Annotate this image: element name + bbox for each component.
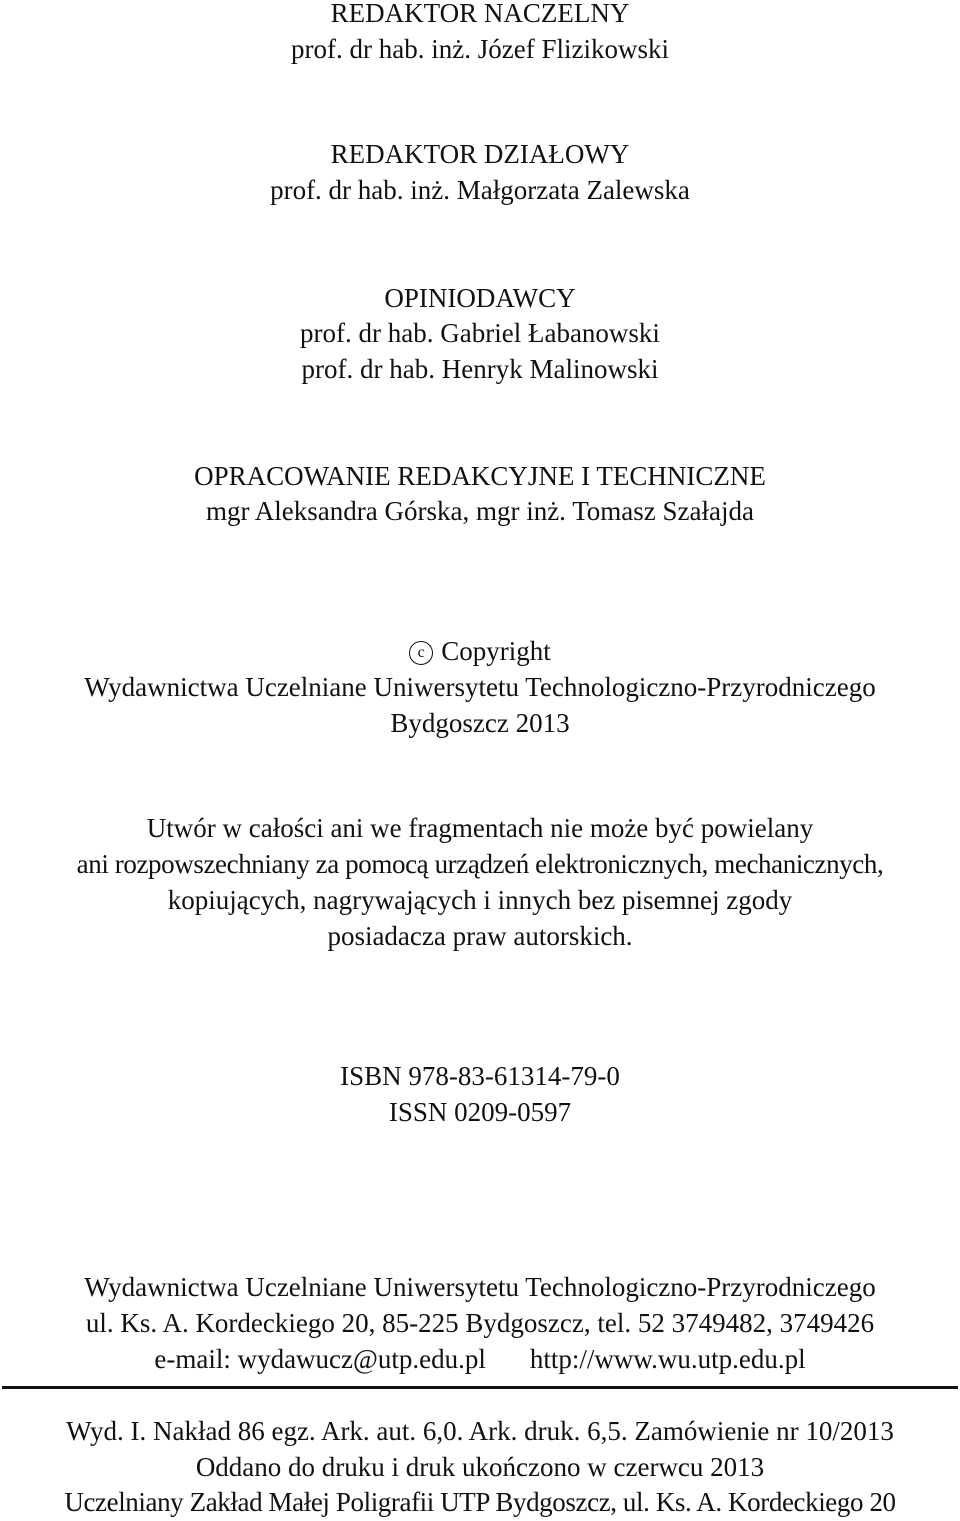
print-date: Oddano do druku i druk ukończono w czerwcu 2013 — [195, 1452, 765, 1482]
publisher-name: Wydawnictwa Uczelniane Uniwersytetu Technologiczno-Przyrodniczego — [84, 1272, 876, 1302]
copyright-label: Copyright — [441, 636, 551, 666]
publisher-website[interactable]: http://www.wu.utp.edu.pl — [529, 1344, 806, 1374]
print-edition: Wyd. I. Nakład 86 egz. Ark. aut. 6,0. Ark. druk. 6,5. Zamówienie nr 10/2013 — [66, 1416, 894, 1446]
editing-heading: OPRACOWANIE REDAKCYJNE I TECHNICZNE — [194, 461, 766, 491]
publisher-email[interactable]: e-mail: wydawucz@utp.edu.pl — [154, 1344, 486, 1374]
divider — [2, 1386, 958, 1389]
publisher-address: ul. Ks. A. Kordeckiego 20, 85-225 Bydgoszcz, tel. 52 3749482, 3749426 — [85, 1308, 875, 1338]
reviewer-name: prof. dr hab. Gabriel Łabanowski — [300, 318, 660, 348]
publisher-contact — [0, 1342, 960, 1376]
copyright-holder: Wydawnictwa Uczelniane Uniwersytetu Technologiczno-Przyrodniczego — [84, 672, 876, 702]
editing-names: mgr Aleksandra Górska, mgr inż. Tomasz Szałajda — [206, 496, 754, 526]
reviewer-name: prof. dr hab. Henryk Malinowski — [301, 354, 659, 384]
section-editor-name: prof. dr hab. inż. Małgorzata Zalewska — [270, 175, 690, 205]
copyright-icon: c — [409, 641, 433, 665]
section-editor-heading: REDAKTOR DZIAŁOWY — [330, 139, 630, 169]
notice-line: posiadacza praw autorskich. — [327, 921, 633, 951]
notice-line: kopiujących, nagrywających i innych bez pisemnej zgody — [167, 885, 793, 915]
issn: ISSN 0209-0597 — [388, 1097, 572, 1127]
reviewers-heading: OPINIODAWCY — [384, 283, 576, 313]
notice-line: Utwór w całości ani we fragmentach nie może być powielany — [146, 813, 814, 843]
copyright-place-year: Bydgoszcz 2013 — [390, 708, 570, 738]
editor-in-chief-heading: REDAKTOR NACZELNY — [330, 0, 630, 28]
isbn: ISBN 978-83-61314-79-0 — [340, 1061, 620, 1091]
printer: Uczelniany Zakład Małej Poligrafii UTP Bydgoszcz, ul. Ks. A. Kordeckiego 20 — [64, 1487, 896, 1517]
editor-in-chief-name: prof. dr hab. inż. Józef Flizikowski — [291, 34, 669, 64]
copyright-line — [0, 634, 960, 668]
notice-line: ani rozpowszechniany za pomocą urządzeń elektronicznych, mechanicznych, — [76, 849, 884, 879]
